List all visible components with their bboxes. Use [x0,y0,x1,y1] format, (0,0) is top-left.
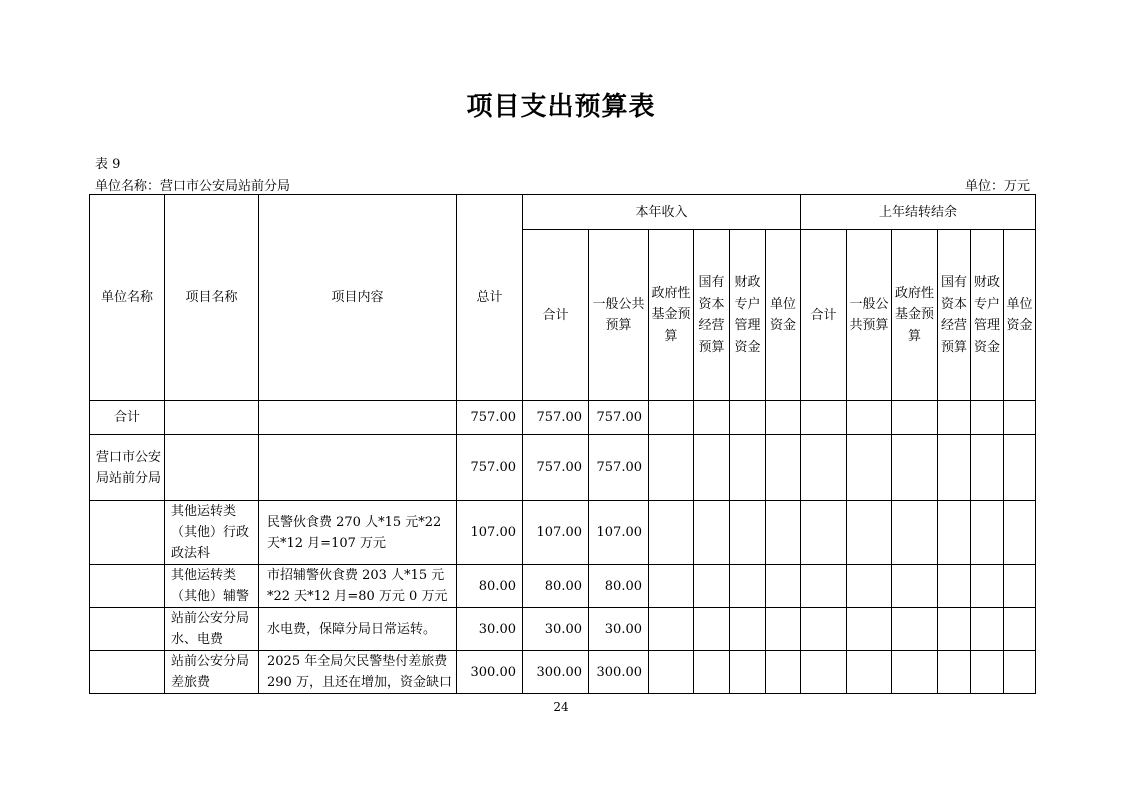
empty-cell [847,435,892,501]
empty-cell [694,565,730,608]
header-income-state-capital: 国有资本经营预算 [694,230,730,401]
header-carryover-state-capital: 国有资本经营预算 [938,230,971,401]
empty-cell [649,608,694,651]
cell-total: 30.00 [457,608,523,651]
cell-content: 2025 年全局欠民警垫付差旅费 290 万，且还在增加，资金缺口 [259,651,457,694]
empty-cell [649,651,694,694]
empty-cell [730,651,766,694]
cell-general-budget: 80.00 [589,565,649,608]
empty-cell [971,501,1004,565]
empty-cell [847,401,892,435]
cell-general-budget: 107.00 [589,501,649,565]
table-number: 表 9 [95,157,121,172]
header-total: 总计 [457,195,523,401]
empty-cell [938,401,971,435]
empty-cell [730,608,766,651]
empty-cell [694,401,730,435]
empty-cell [649,435,694,501]
currency-unit-label: 单位：万元 [964,179,1030,194]
empty-cell [801,501,847,565]
header-income-gov-fund: 政府性基金预算 [649,230,694,401]
empty-cell [1004,608,1036,651]
empty-cell [892,401,938,435]
empty-cell [766,651,801,694]
header-carryover-subtotal: 合计 [801,230,847,401]
empty-cell [847,608,892,651]
header-income-fiscal-special: 财政专户管理资金 [730,230,766,401]
empty-cell [1004,565,1036,608]
empty-cell [938,501,971,565]
cell-general-budget: 757.00 [589,401,649,435]
header-income-general-budget: 一般公共预算 [589,230,649,401]
cell-unit [90,608,165,651]
empty-cell [801,565,847,608]
empty-cell [694,608,730,651]
header-carryover-gov-fund: 政府性基金预算 [892,230,938,401]
table-row [90,565,1036,608]
cell-general-budget: 300.00 [589,651,649,694]
empty-cell [847,501,892,565]
empty-cell [766,608,801,651]
cell-income-total: 300.00 [523,651,589,694]
cell-income-total: 107.00 [523,501,589,565]
empty-cell [847,651,892,694]
cell-total: 80.00 [457,565,523,608]
empty-cell [766,401,801,435]
empty-cell [694,435,730,501]
empty-cell [892,565,938,608]
empty-cell [766,565,801,608]
empty-cell [730,501,766,565]
table-row [90,608,1036,651]
cell-content: 民警伙食费 270 人*15 元*22 天*12 月=107 万元 [259,501,457,565]
cell-project: 其他运转类（其他）行政政法科 [165,501,259,565]
header-current-year-income: 本年收入 [523,195,801,230]
header-project-content: 项目内容 [259,195,457,401]
empty-cell [892,501,938,565]
header-row-1 [90,195,1036,230]
table-row [90,435,1036,501]
empty-cell [649,401,694,435]
empty-cell [938,565,971,608]
empty-cell [730,401,766,435]
cell-general-budget: 30.00 [589,608,649,651]
header-carryover-unit-funds: 单位资金 [1004,230,1036,401]
budget-table [89,194,1036,694]
empty-cell [801,435,847,501]
empty-cell [801,651,847,694]
empty-cell [766,435,801,501]
empty-cell [971,435,1004,501]
empty-cell [1004,651,1036,694]
empty-cell [649,565,694,608]
empty-cell [1004,401,1036,435]
cell-unit: 营口市公安局站前分局 [90,435,165,501]
header-project-name: 项目名称 [165,195,259,401]
header-carryover-fiscal-special: 财政专户管理资金 [971,230,1004,401]
cell-general-budget: 757.00 [589,435,649,501]
table-row [90,651,1036,694]
cell-income-total: 80.00 [523,565,589,608]
cell-total: 757.00 [457,435,523,501]
empty-cell [938,608,971,651]
empty-cell [730,435,766,501]
cell-project: 站前公安分局水、电费 [165,608,259,651]
cell-unit [90,565,165,608]
empty-cell [938,651,971,694]
header-prior-year-carryover: 上年结转结余 [801,195,1036,230]
cell-project: 其他运转类（其他）辅警 [165,565,259,608]
empty-cell [938,435,971,501]
cell-project: 站前公安分局差旅费 [165,651,259,694]
empty-cell [892,435,938,501]
cell-income-total: 30.00 [523,608,589,651]
table-row [90,401,1036,435]
cell-content [259,435,457,501]
empty-cell [971,401,1004,435]
empty-cell [892,651,938,694]
cell-content: 水电费，保障分局日常运转。 [259,608,457,651]
cell-content [259,401,457,435]
header-income-unit-funds: 单位资金 [766,230,801,401]
cell-income-total: 757.00 [523,401,589,435]
empty-cell [971,608,1004,651]
empty-cell [971,565,1004,608]
cell-project [165,435,259,501]
cell-total: 300.00 [457,651,523,694]
header-income-subtotal: 合计 [523,230,589,401]
empty-cell [801,401,847,435]
cell-project [165,401,259,435]
empty-cell [1004,501,1036,565]
empty-cell [801,608,847,651]
empty-cell [694,651,730,694]
unit-name-label: 单位名称：营口市公安局站前分局 [95,179,291,194]
cell-total: 757.00 [457,401,523,435]
header-unit-name: 单位名称 [90,195,165,401]
empty-cell [892,608,938,651]
cell-unit: 合计 [90,401,165,435]
cell-unit [90,651,165,694]
cell-income-total: 757.00 [523,435,589,501]
header-carryover-general-budget: 一般公共预算 [847,230,892,401]
empty-cell [766,501,801,565]
cell-content: 市招辅警伙食费 203 人*15 元*22 天*12 月=80 万元 0 万元 [259,565,457,608]
empty-cell [1004,435,1036,501]
cell-unit [90,501,165,565]
table-row [90,501,1036,565]
empty-cell [649,501,694,565]
page-number: 24 [553,700,569,714]
page-title: 项目支出预算表 [466,92,656,122]
unit-info-row [95,175,1030,194]
empty-cell [847,565,892,608]
empty-cell [971,651,1004,694]
empty-cell [694,501,730,565]
empty-cell [730,565,766,608]
cell-total: 107.00 [457,501,523,565]
